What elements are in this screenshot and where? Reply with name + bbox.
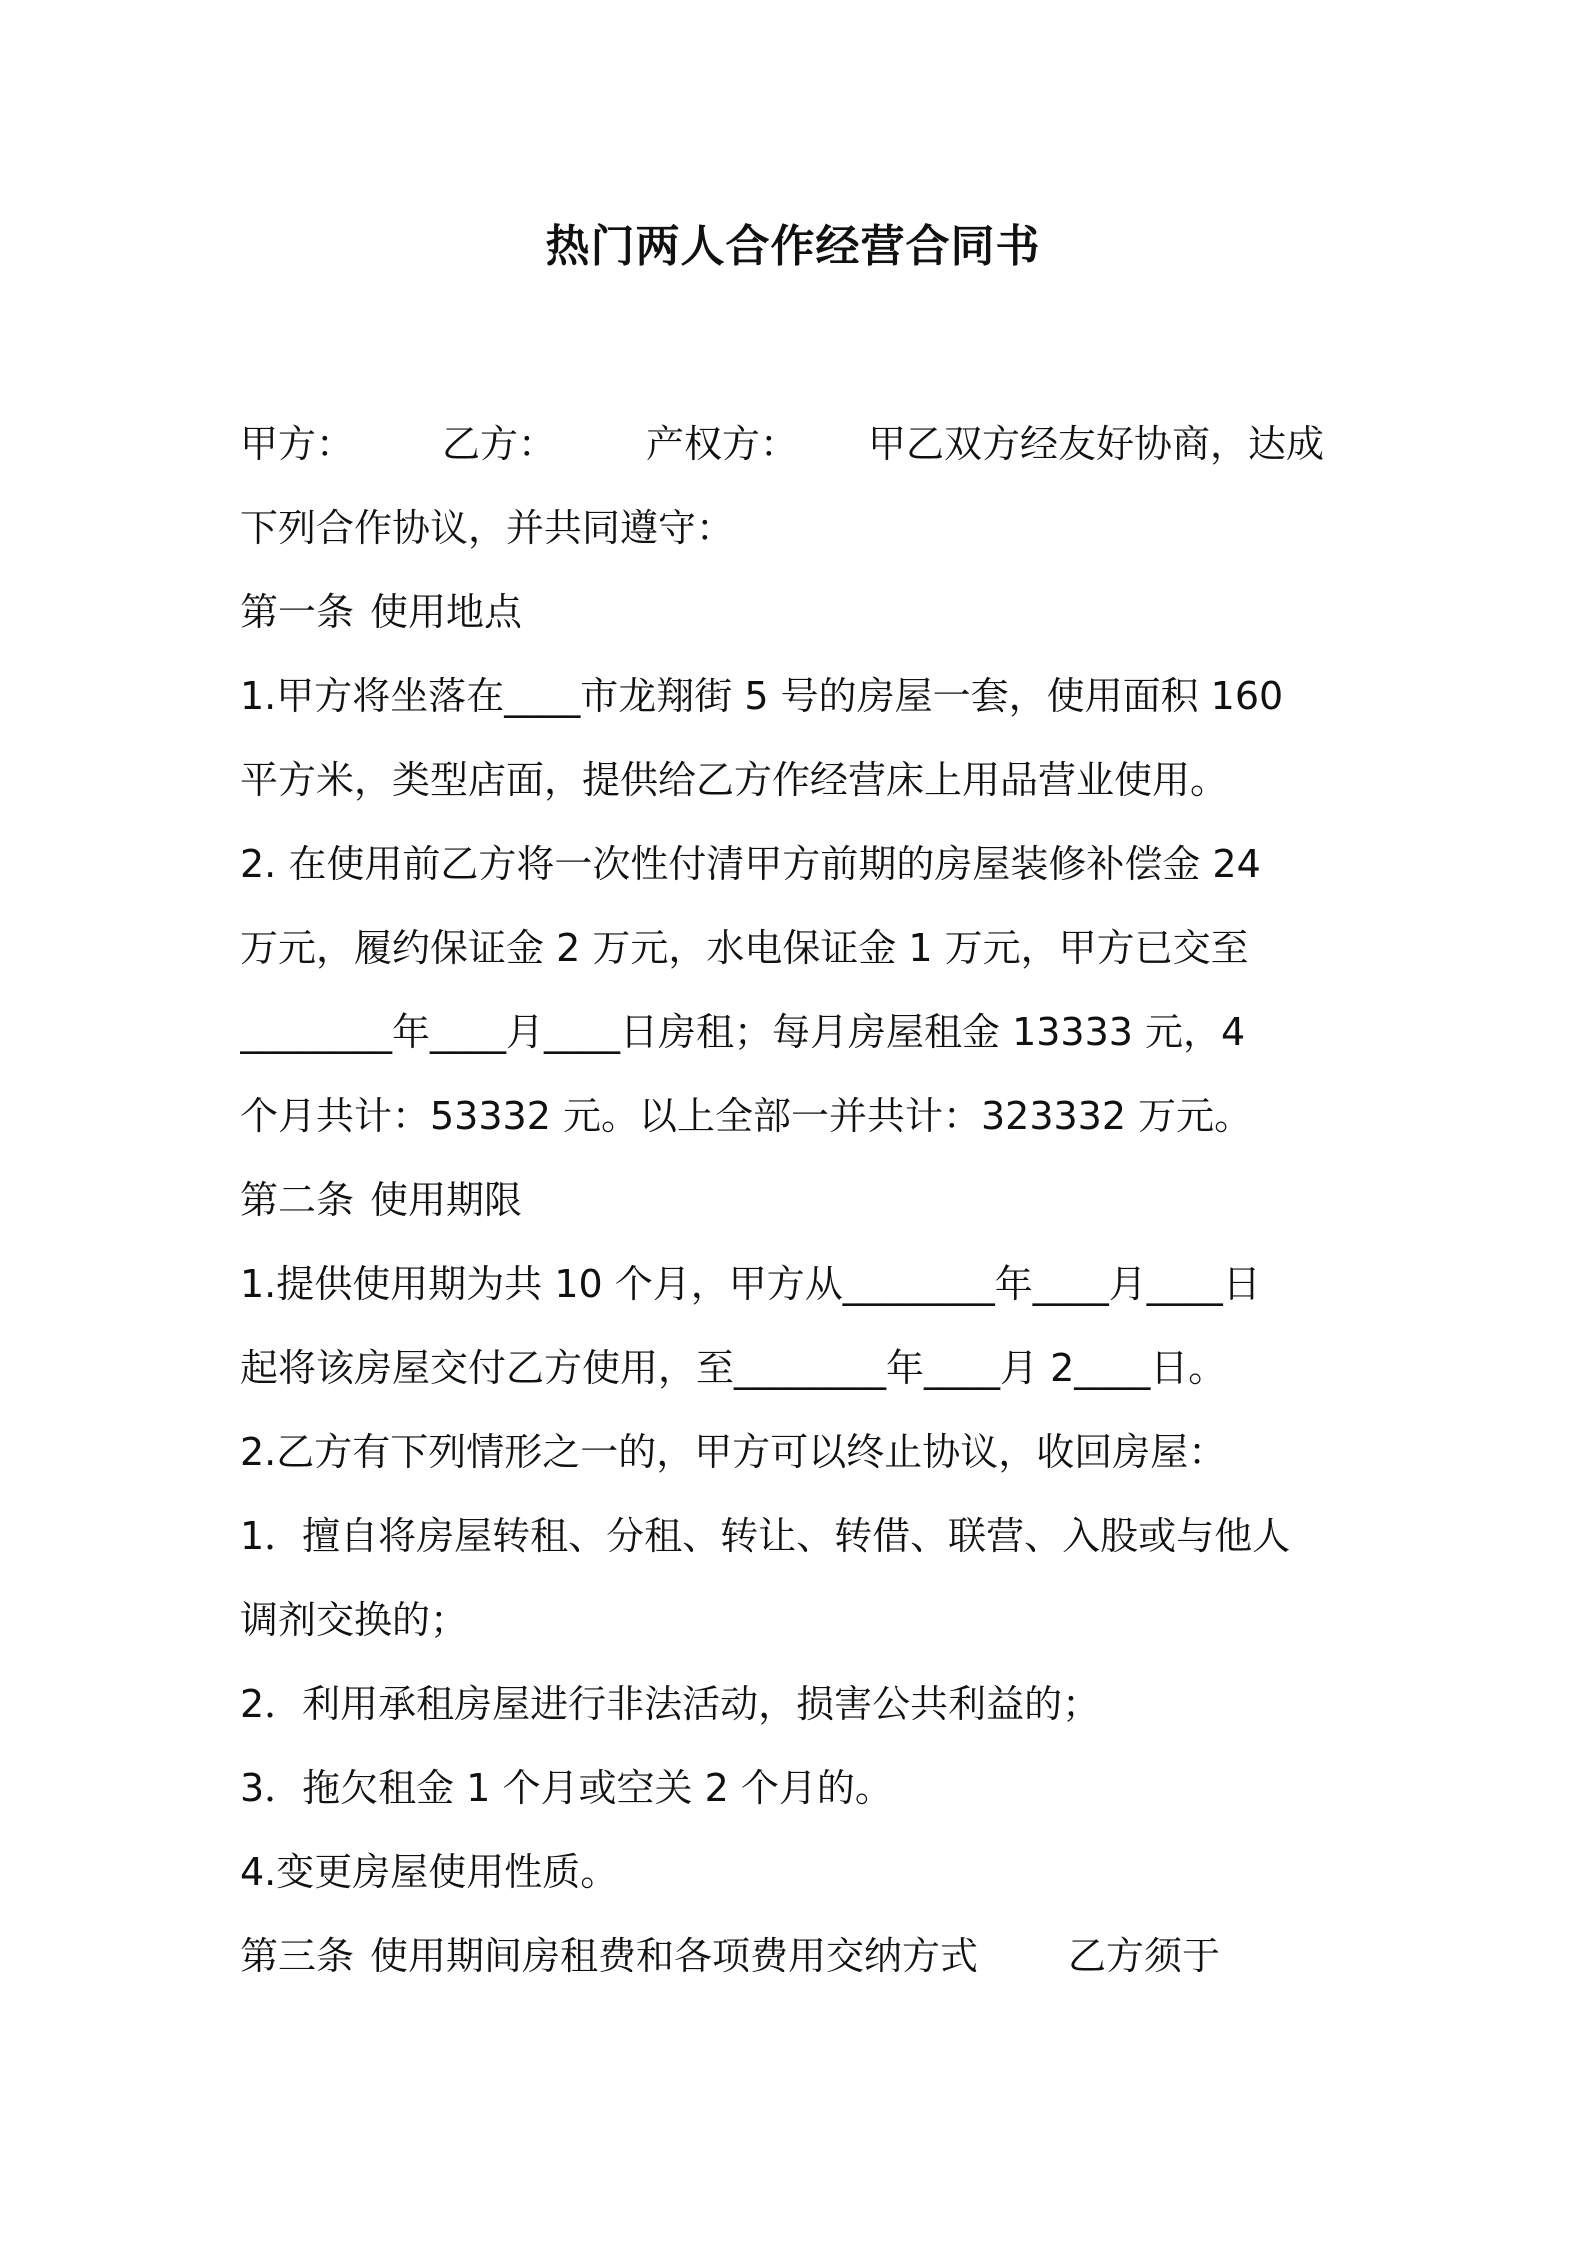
- article-1-p2-line2: 万元，履约保证金 2 万元，水电保证金 1 万元，甲方已交至: [240, 926, 1249, 970]
- article-3-heading: [240, 1914, 1350, 1998]
- article-1-number: 第一条: [240, 590, 355, 634]
- document-title: 热门两人合作经营合同书: [545, 221, 1041, 272]
- article-2-number: 第二条: [240, 1178, 355, 1222]
- article-1-heading: [240, 570, 1350, 654]
- article-2-title: 使用期限: [370, 1178, 523, 1222]
- preamble-text: 甲乙双方经友好协商，达成: [868, 422, 1325, 466]
- article-2-p1-line2: 起将该房屋交付乙方使用，至________年____月 2____日。: [240, 1346, 1227, 1390]
- article-2-p1-line1: 1.提供使用期为共 10 个月，甲方从________年____月____日: [240, 1262, 1261, 1306]
- article-1-p1-line1: 1.甲方将坐落在____市龙翔街 5 号的房屋一套，使用面积 160: [240, 674, 1284, 718]
- article-3-number: 第三条: [240, 1934, 355, 1978]
- document-body: [240, 402, 1350, 1998]
- article-2-p2: 2.乙方有下列情形之一的，甲方可以终止协议，收回房屋：: [240, 1430, 1227, 1474]
- preamble-continued: 下列合作协议，并共同遵守：: [240, 506, 735, 550]
- article-2-item3: 3．拖欠租金 1 个月或空关 2 个月的。: [240, 1766, 893, 1810]
- article-1-p2-line1: 2. 在使用前乙方将一次性付清甲方前期的房屋装修补偿金 24: [240, 842, 1261, 886]
- article-2-item2: 2．利用承租房屋进行非法活动，损害公共利益的；: [240, 1682, 1101, 1726]
- article-3-heading-tail: 乙方须于: [1068, 1934, 1221, 1978]
- parties-line: [240, 402, 1350, 486]
- article-2-item4: 4.变更房屋使用性质。: [240, 1850, 619, 1894]
- article-2-item1-line1: 1．擅自将房屋转租、分租、转让、转借、联营、入股或与他人: [240, 1514, 1291, 1558]
- article-1-p2-line3: ________年____月____日房租；每月房屋租金 13333 元，4: [240, 1010, 1246, 1054]
- article-2-heading: [240, 1158, 1350, 1242]
- owner-label: 产权方：: [646, 422, 799, 466]
- article-3-title: 使用期间房租费和各项费用交纳方式: [370, 1934, 979, 1978]
- party-b-label: 乙方：: [442, 422, 557, 466]
- article-1-p2-line4: 个月共计：53332 元。以上全部一并共计：323332 万元。: [240, 1094, 1253, 1138]
- article-2-item1-line2: 调剂交换的；: [240, 1598, 469, 1642]
- article-1-title: 使用地点: [370, 590, 523, 634]
- party-a-label: 甲方：: [240, 422, 355, 466]
- article-1-p1-line2: 平方米，类型店面，提供给乙方作经营床上用品营业使用。: [240, 758, 1229, 802]
